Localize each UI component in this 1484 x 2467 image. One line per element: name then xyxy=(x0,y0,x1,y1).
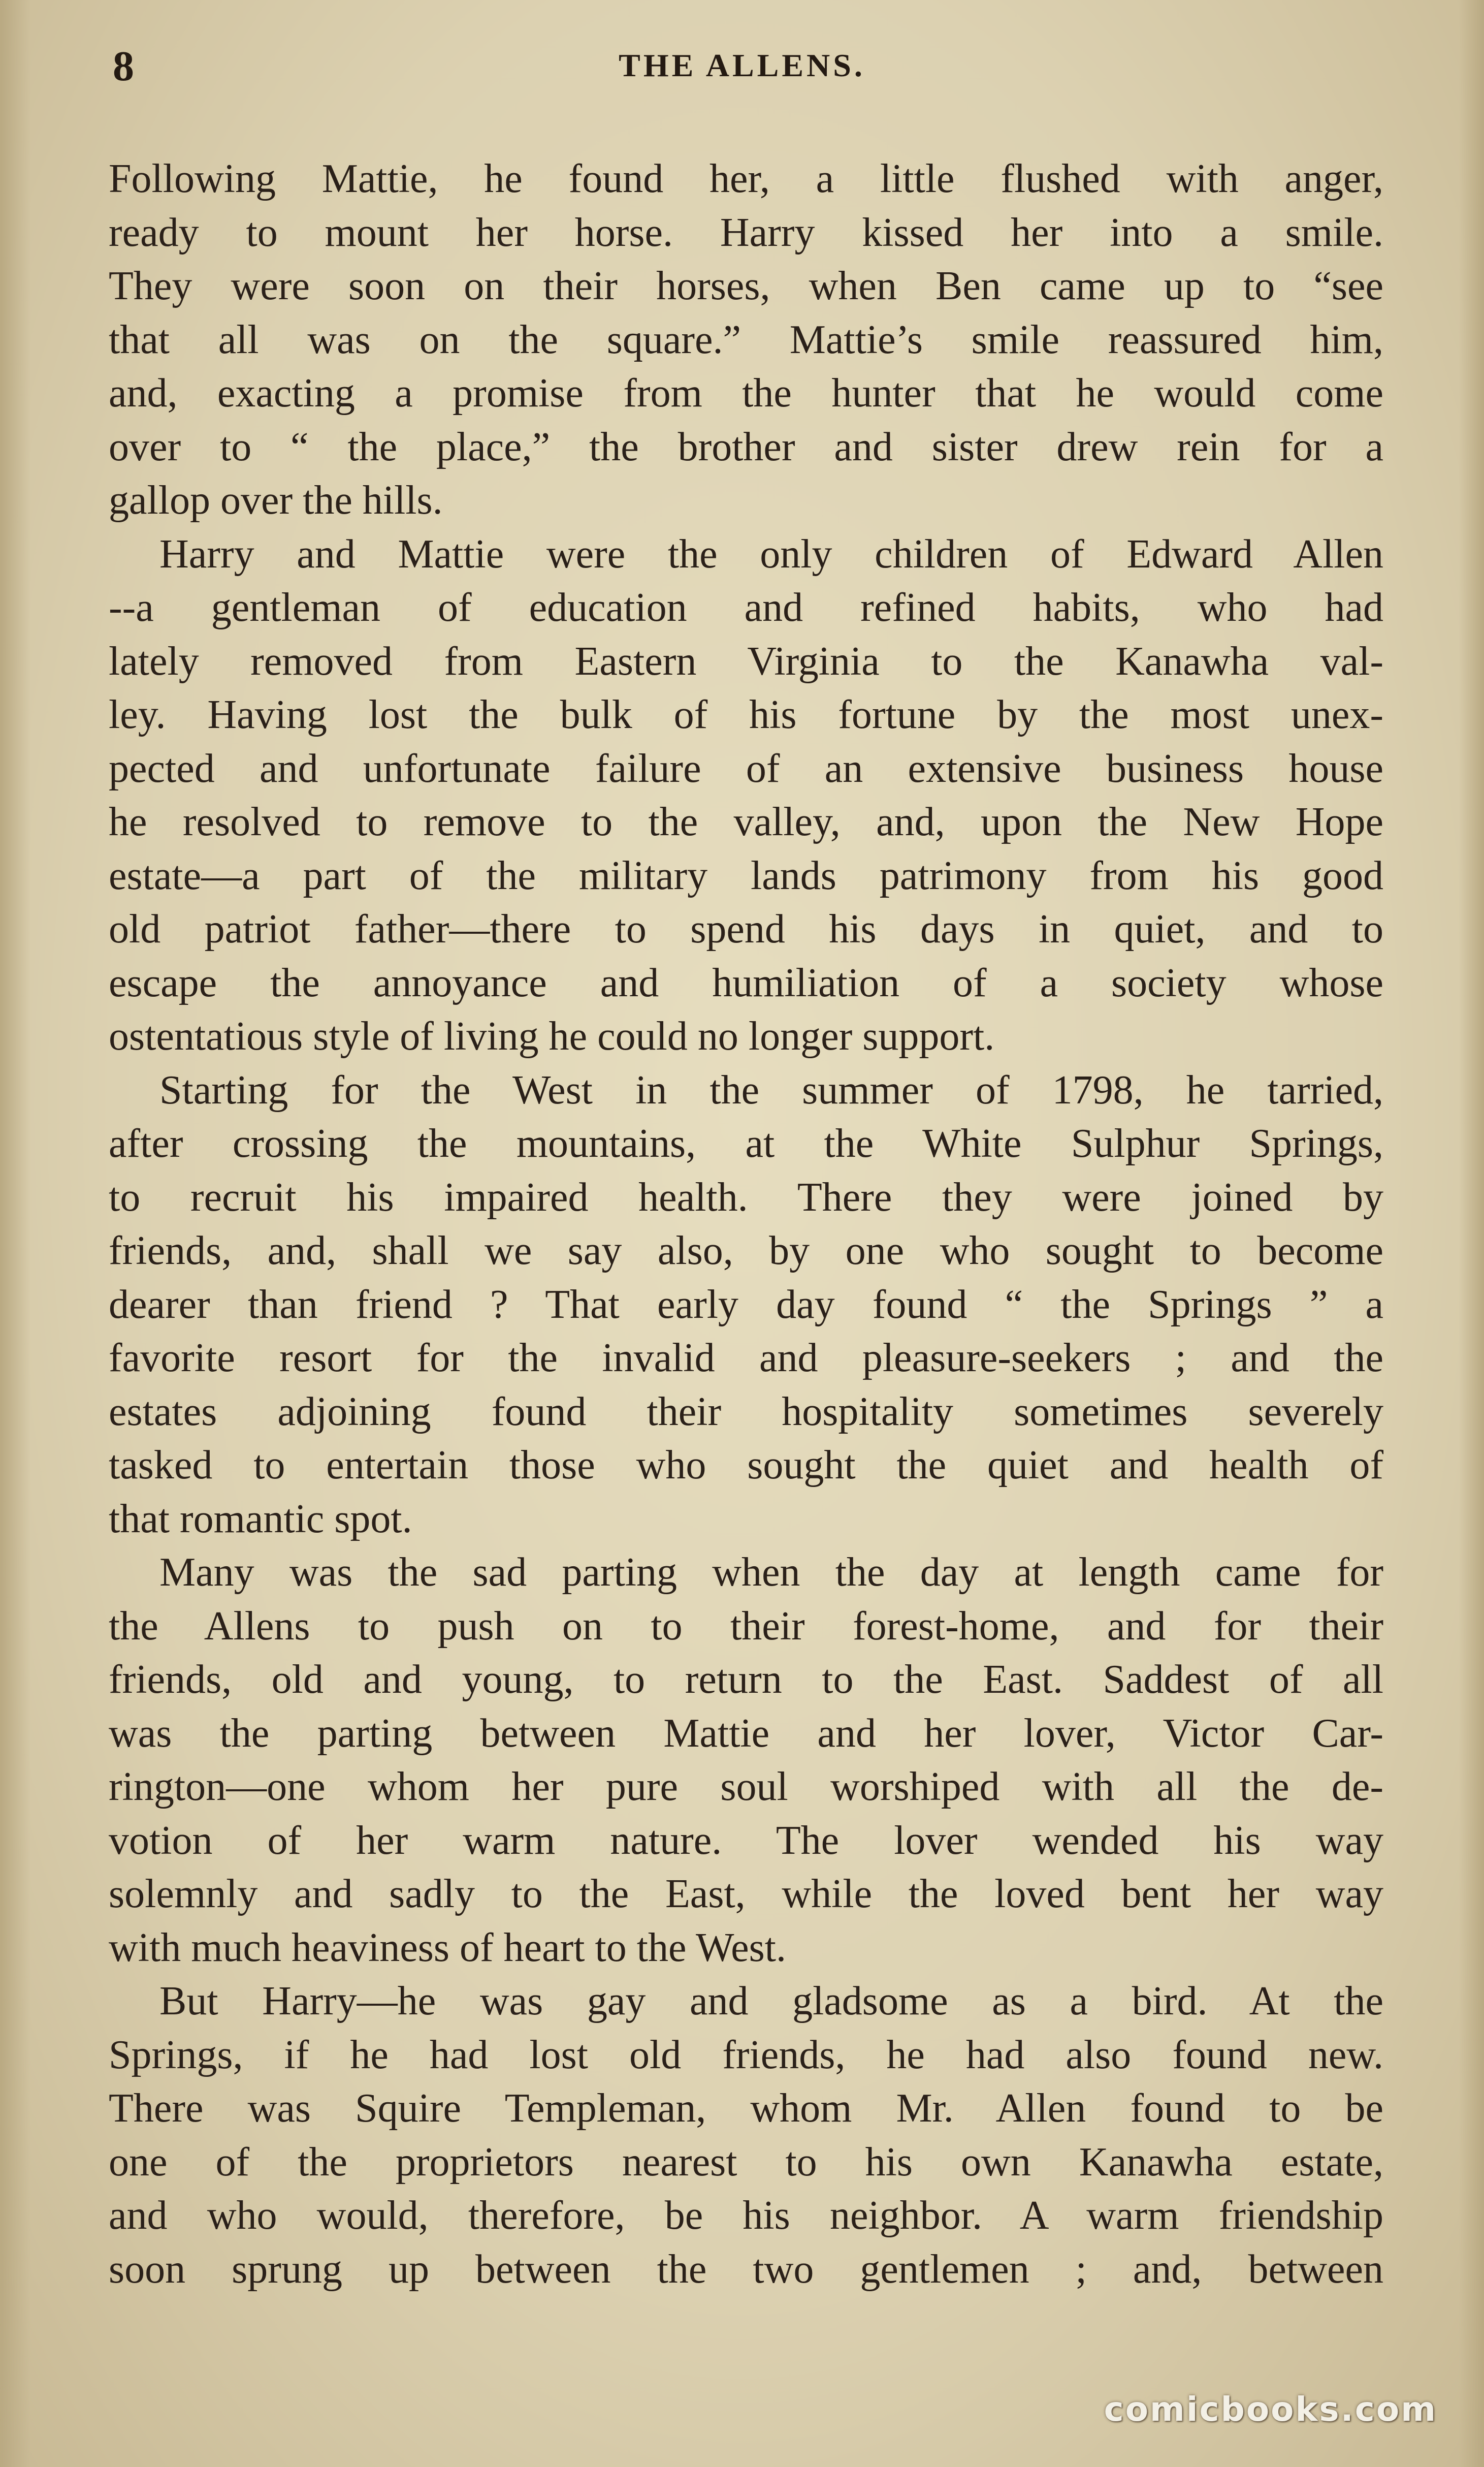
text-line: was the parting between Mattie and her lover, Victor Car- xyxy=(109,1711,1383,1756)
text-line: to recruit his impaired health. There they were joined by xyxy=(109,1175,1383,1220)
text-line: dearer than friend ? That early day found “ the Springs ” a xyxy=(109,1282,1383,1327)
text-line: after crossing the mountains, at the White Sulphur Springs, xyxy=(109,1121,1383,1166)
text-line: that all was on the square.” Mattie’s smile reassured him, xyxy=(109,317,1383,362)
text-line: Harry and Mattie were the only children of Edward Allen xyxy=(159,531,1383,577)
text-line: one of the proprietors nearest to his own Kanawha estate, xyxy=(109,2139,1383,2185)
text-line: lately removed from Eastern Virginia to the Kanawha val- xyxy=(109,639,1383,684)
running-head: THE ALLENS. xyxy=(619,47,865,83)
text-line: with much heaviness of heart to the West. xyxy=(109,1925,786,1970)
text-line: over to “ the place,” the brother and sister drew rein for a xyxy=(109,424,1383,469)
text-line: friends, old and young, to return to the East. Saddest of all xyxy=(109,1657,1383,1702)
text-line: But Harry—he was gay and gladsome as a bird. At the xyxy=(159,1979,1383,2023)
text-line: and, exacting a promise from the hunter that he would come xyxy=(109,371,1383,416)
page-edge-shadow-left xyxy=(0,0,30,2467)
text-line: ostentatious style of living he could no longer support. xyxy=(109,1014,995,1059)
text-line: estate—a part of the military lands patrimony from his good xyxy=(109,853,1383,898)
text-line: Following Mattie, he found her, a little flushed with anger, xyxy=(109,156,1383,201)
page-number: 8 xyxy=(113,43,134,90)
text-line: Many was the sad parting when the day at length came for xyxy=(159,1550,1383,1595)
text-line: Springs, if he had lost old friends, he had also found new. xyxy=(109,2032,1383,2077)
text-line: There was Squire Templeman, whom Mr. Allen found to be xyxy=(109,2086,1383,2131)
text-line: They were soon on their horses, when Ben came up to “see xyxy=(109,264,1383,308)
text-line: old patriot father—there to spend his days in quiet, and to xyxy=(109,907,1383,952)
text-line: ley. Having lost the bulk of his fortune by the most unex- xyxy=(109,692,1383,737)
text-line: solemnly and sadly to the East, while the loved bent her way xyxy=(109,1872,1383,1916)
text-line: Starting for the West in the summer of 1798, he tarried, xyxy=(159,1067,1383,1113)
text-line: the Allens to push on to their forest-home, and for their xyxy=(109,1603,1383,1649)
body-text xyxy=(109,152,1383,2296)
text-line: gallop over the hills. xyxy=(109,478,443,523)
text-line: and who would, therefore, be his neighbor. A warm friendship xyxy=(109,2193,1383,2238)
text-line: ready to mount her horse. Harry kissed her into a smile. xyxy=(109,210,1383,255)
text-line: escape the annoyance and humiliation of a society whose xyxy=(109,960,1383,1005)
text-line: rington—one whom her pure soul worshiped with all the de- xyxy=(109,1764,1383,1809)
text-line: --a gentleman of education and refined habits, who had xyxy=(109,585,1383,630)
page-header xyxy=(0,42,1484,98)
text-line: pected and unfortunate failure of an extensive business house xyxy=(109,746,1383,791)
text-line: friends, and, shall we say also, by one who sought to become xyxy=(109,1228,1383,1273)
text-line: soon sprung up between the two gentlemen ; and, between xyxy=(109,2247,1383,2292)
text-line: he resolved to remove to the valley, and, upon the New Hope xyxy=(109,800,1383,844)
text-line: estates adjoining found their hospitality sometimes severely xyxy=(109,1389,1383,1434)
text-line: votion of her warm nature. The lover wended his way xyxy=(109,1818,1383,1863)
watermark: comicbooks.com xyxy=(1104,2390,1437,2429)
text-line: tasked to entertain those who sought the quiet and health of xyxy=(109,1443,1383,1488)
text-line: favorite resort for the invalid and pleasure-seekers ; and the xyxy=(109,1336,1383,1380)
page-edge-shadow-right xyxy=(1459,0,1484,2467)
text-line: that romantic spot. xyxy=(109,1496,412,1541)
